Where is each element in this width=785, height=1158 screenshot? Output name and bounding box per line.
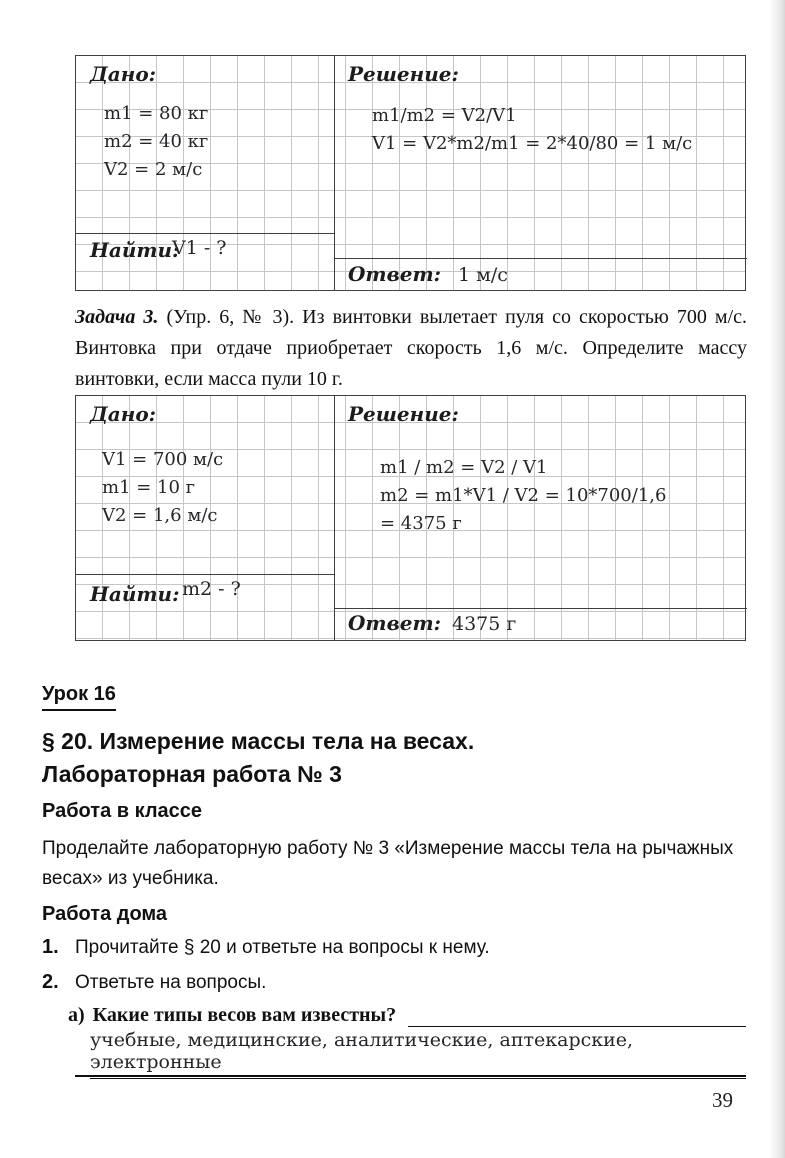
reshenie-label: Решение: (348, 402, 459, 426)
section-heading-line2: Лабораторная работа № 3 (42, 761, 342, 787)
question-a (68, 1003, 746, 1027)
homework-heading: Работа дома (42, 903, 168, 925)
homework-item-number: 2. (42, 971, 59, 993)
dano-label: Дано: (90, 402, 157, 426)
naiti-value: m2 - ? (182, 578, 241, 600)
otvet-label: Ответ: (348, 611, 441, 635)
question-a-text: Какие типы весов вам известны? (92, 1004, 397, 1026)
column-divider (334, 396, 335, 640)
otvet-value: 4375 г (452, 613, 517, 635)
homework-item-number: 1. (42, 936, 59, 958)
task3-statement (75, 302, 747, 395)
given-line: V2 = 2 м/с (104, 159, 203, 180)
solution-line: m1/m2 = V2/V1 (372, 105, 517, 126)
naiti-value: V1 - ? (172, 237, 227, 259)
reshenie-label: Решение: (348, 62, 459, 86)
solution-line: m2 = m1*V1 / V2 = 10*700/1,6 (380, 485, 667, 506)
solution-box-task3 (75, 395, 746, 641)
dano-label: Дано: (90, 62, 157, 86)
solution-work (372, 102, 692, 158)
solution-box-task2 (75, 55, 746, 291)
homework-item (42, 971, 266, 994)
naiti-label: Найти: (90, 238, 180, 262)
solution-line: m1 / m2 = V2 / V1 (380, 457, 548, 478)
question-a-label: а) (68, 1004, 85, 1026)
solution-line: V1 = V2*m2/m1 = 2*40/80 = 1 м/с (372, 133, 693, 154)
given-line: m1 = 80 кг (104, 103, 209, 124)
given-line: m2 = 40 кг (104, 131, 209, 152)
naiti-divider-line (76, 233, 334, 234)
given-line: V2 = 1,6 м/с (102, 505, 218, 526)
homework-item-text: Ответьте на вопросы. (75, 972, 267, 993)
classwork-text: Проделайте лабораторную работу № 3 «Измерение массы тела на рычажных весах» из учебника. (42, 838, 734, 889)
homework-item (42, 936, 490, 959)
solution-line: = 4375 г (380, 513, 462, 534)
task3-title: Задача 3. (75, 306, 159, 328)
otvet-value: 1 м/с (458, 264, 508, 286)
classwork-heading: Работа в классе (42, 800, 203, 822)
task3-text: (Упр. 6, № 3). Из винтовки вылетает пуля со скоростью 700 м/с. Винтовка при отдаче приобретает скорость 1,6 м/с. Определите массу винтовки, если масса пули 10 г. (75, 306, 747, 390)
footer-rule (75, 1075, 746, 1077)
solution-work (380, 454, 666, 538)
section-heading (42, 725, 474, 791)
given-line: m1 = 10 г (102, 477, 196, 498)
otvet-divider-line (334, 608, 747, 609)
given-values (102, 446, 223, 530)
scan-edge-shadow (769, 0, 785, 1158)
otvet-divider-line (334, 258, 747, 259)
naiti-divider-line (76, 574, 334, 575)
naiti-label: Найти: (90, 582, 180, 606)
homework-item-text: Прочитайте § 20 и ответьте на вопросы к нему. (75, 937, 490, 958)
section-heading-line1: § 20. Измерение массы тела на весах. (42, 728, 475, 754)
page-number: 39 (712, 1088, 733, 1112)
otvet-label: Ответ: (348, 262, 441, 286)
given-line: V1 = 700 м/с (102, 449, 224, 470)
given-values (104, 100, 208, 184)
lesson-label: Урок 16 (42, 683, 116, 711)
answer-blank-line (408, 1003, 746, 1027)
handwritten-answer: учебные, медицинские, аналитические, аптекарские, электронные (90, 1029, 746, 1079)
column-divider (334, 56, 335, 290)
